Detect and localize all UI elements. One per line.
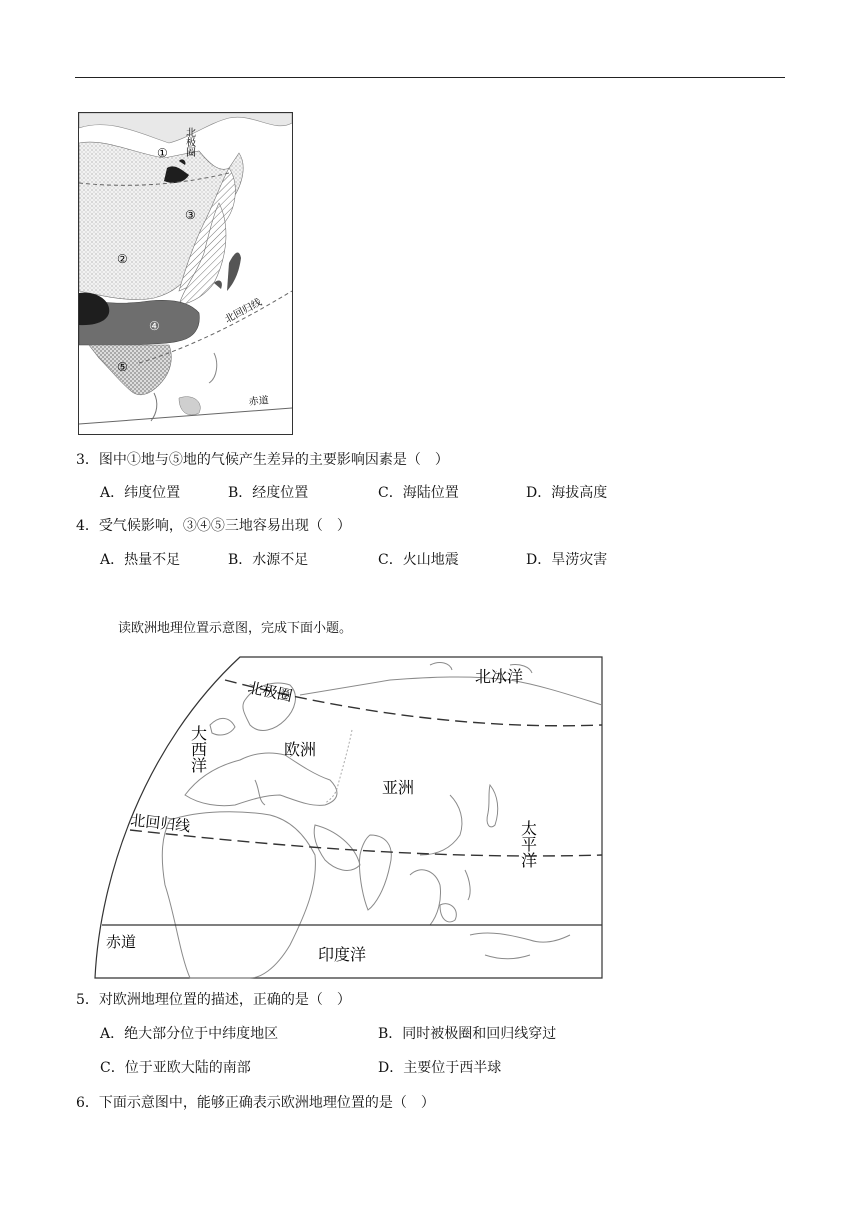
q3-option-c[interactable]: C．海陆位置 <box>378 485 459 501</box>
question-6-stem: 6．下面示意图中，能够正确表示欧洲地理位置的是（ ） <box>76 1095 435 1111</box>
fig2-label-tropic: 北回归线 <box>129 811 192 836</box>
fig2-label-arctic-ocean: 北冰洋 <box>475 667 524 686</box>
passage-intro: 读欧洲地理位置示意图，完成下面小题。 <box>118 621 353 636</box>
fig2-label-asia: 亚洲 <box>382 778 415 797</box>
europe-location-map <box>90 655 604 980</box>
q4-option-b[interactable]: B．水源不足 <box>228 552 309 568</box>
q3-option-d[interactable]: D．海拔高度 <box>526 485 608 501</box>
fig2-label-indian: 印度洋 <box>318 945 367 964</box>
east-asia-climate-map <box>78 112 293 435</box>
fig1-label-r2: ② <box>117 252 128 266</box>
question-4-stem: 4．受气候影响，③④⑤三地容易出现（ ） <box>76 518 351 534</box>
q4-option-d[interactable]: D．旱涝灾害 <box>526 552 608 568</box>
fig1-label-r1: ① <box>157 146 168 160</box>
q5-option-a[interactable]: A．绝大部分位于中纬度地区 <box>100 1026 279 1042</box>
fig1-label-equator: 赤道 <box>248 395 270 408</box>
q3-option-b[interactable]: B．经度位置 <box>228 485 309 501</box>
fig2-label-europe: 欧洲 <box>284 740 317 759</box>
fig1-label-arctic: 北极圈 <box>183 127 195 157</box>
fig2-label-arctic-circle: 北极圈 <box>246 678 294 706</box>
fig2-label-pacific: 太平洋 <box>518 820 538 868</box>
question-5-stem: 5．对欧洲地理位置的描述，正确的是（ ） <box>76 992 351 1008</box>
fig1-label-tropic: 北回归线 <box>223 297 264 326</box>
q5-option-c[interactable]: C．位于亚欧大陆的南部 <box>100 1060 251 1076</box>
q5-option-d[interactable]: D．主要位于西半球 <box>378 1060 502 1076</box>
fig2-label-equator: 赤道 <box>106 933 137 951</box>
fig2-label-atlantic: 大西洋 <box>188 725 208 773</box>
q3-option-a[interactable]: A．纬度位置 <box>100 485 181 501</box>
fig1-label-r4: ④ <box>149 319 160 333</box>
q5-option-b[interactable]: B．同时被极圈和回归线穿过 <box>378 1026 557 1042</box>
q4-option-c[interactable]: C．火山地震 <box>378 552 459 568</box>
header-rule <box>75 77 785 78</box>
question-3-stem: 3．图中①地与⑤地的气候产生差异的主要影响因素是（ ） <box>76 452 449 468</box>
q4-option-a[interactable]: A．热量不足 <box>100 552 181 568</box>
fig1-label-r5: ⑤ <box>117 360 128 374</box>
fig1-label-r3: ③ <box>185 208 196 222</box>
